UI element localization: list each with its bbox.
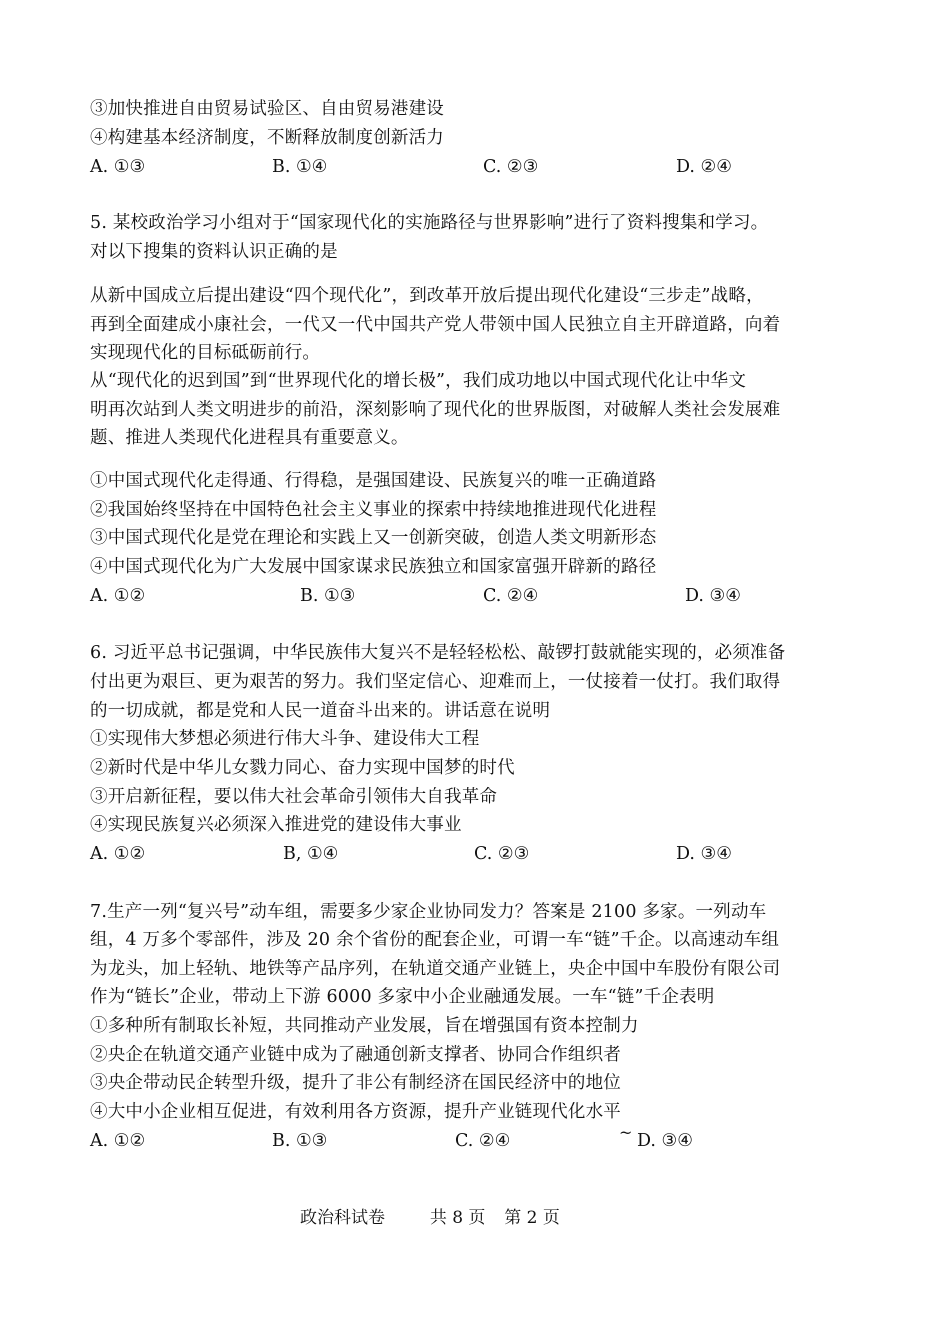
q7-stem-line-1: 7.生产一列“复兴号”动车组，需要多少家企业协同发力？答案是 2100 多家。一列动车 [90, 902, 767, 922]
q5-material-2-line-3: 题、推进人类现代化进程具有重要意义。 [90, 428, 409, 448]
q4-statement-3: ③加快推进自由贸易试验区、自由贸易港建设 [90, 99, 444, 119]
footer-total-pages: 共 8 页 [429, 1208, 486, 1228]
q5-material-2-line-2: 明再次站到人类文明进步的前沿，深刻影响了现代化的世界版图，对破解人类社会发展难 [90, 400, 781, 420]
q7-statement-4: ④大中小企业相互促进，有效利用各方资源，提升产业链现代化水平 [90, 1102, 621, 1122]
q7-stem-line-4: 作为“链长”企业，带动上下游 6000 多家中小企业融通发展。一车“链”千企表明 [90, 987, 715, 1007]
q6-option-b: B, ①④ [283, 844, 339, 864]
footer-page-number: 第 2 页 [504, 1208, 560, 1228]
q4-statement-4: ④构建基本经济制度，不断释放制度创新活力 [90, 128, 444, 148]
q5-material-1-line-2: 再到全面建成小康社会，一代又一代中国共产党人带领中国人民独立自主开辟道路，向着 [90, 315, 781, 335]
q7-stem-line-2: 组，4 万多个零部件，涉及 20 余个省份的配套企业，可谓一车“链”千企。以高速动车组 [90, 930, 780, 950]
q7-option-b: B. ①③ [272, 1131, 328, 1151]
q6-statement-1: ①实现伟大梦想必须进行伟大斗争、建设伟大工程 [90, 729, 480, 749]
q7-option-c: C. ②④ [455, 1131, 511, 1151]
q6-stem-line-1: 6. 习近平总书记强调，中华民族伟大复兴不是轻轻松松、敲锣打鼓就能实现的，必须准备 [90, 643, 786, 663]
q7-statement-3: ③央企带动民企转型升级，提升了非公有制经济在国民经济中的地位 [90, 1073, 621, 1093]
q5-statement-3: ③中国式现代化是党在理论和实践上又一创新突破，创造人类文明新形态 [90, 528, 657, 548]
q4-option-d: D. ②④ [676, 157, 732, 177]
q5-material-1-line-1: 从新中国成立后提出建设“四个现代化”，到改革开放后提出现代化建设“三步走”战略， [90, 286, 764, 306]
q6-stem-line-3: 的一切成就，都是党和人民一道奋斗出来的。讲话意在说明 [90, 701, 551, 721]
q7-stem-line-3: 为龙头，加上轻轨、地铁等产品序列，在轨道交通产业链上，央企中国中车股份有限公司 [90, 959, 781, 979]
q6-stem-line-2: 付出更为艰巨、更为艰苦的努力。我们坚定信心、迎难而上，一仗接着一仗打。我们取得 [90, 672, 781, 692]
q5-option-d: D. ③④ [685, 586, 741, 606]
q5-option-a: A. ①② [90, 586, 146, 606]
q6-statement-4: ④实现民族复兴必须深入推进党的建设伟大事业 [90, 815, 462, 835]
q6-option-a: A. ①② [90, 844, 146, 864]
q6-statement-3: ③开启新征程，要以伟大社会革命引领伟大自我革命 [90, 787, 498, 807]
q4-option-c: C. ②③ [483, 157, 539, 177]
q7-option-d: D. ③④ [637, 1131, 693, 1151]
q5-stem-line-2: 对以下搜集的资料认识正确的是 [90, 242, 338, 262]
page-footer [300, 1207, 560, 1229]
q4-option-b: B. ①④ [272, 157, 328, 177]
q7-stray-mark: ~ [619, 1123, 633, 1142]
q7-statement-2: ②央企在轨道交通产业链中成为了融通创新支撑者、协同合作组织者 [90, 1045, 621, 1065]
q6-statement-2: ②新时代是中华儿女戮力同心、奋力实现中国梦的时代 [90, 758, 515, 778]
q5-option-b: B. ①③ [300, 586, 356, 606]
q6-option-d: D. ③④ [676, 844, 732, 864]
q5-material-1-line-3: 实现现代化的目标砥砺前行。 [90, 343, 321, 363]
q5-statement-2: ②我国始终坚持在中国特色社会主义事业的探索中持续地推进现代化进程 [90, 500, 657, 520]
q5-stem-line-1: 5. 某校政治学习小组对于“国家现代化的实施路径与世界影响”进行了资料搜集和学习。 [90, 213, 769, 233]
footer-subject: 政治科试卷 [300, 1208, 385, 1228]
q6-option-c: C. ②③ [474, 844, 530, 864]
q7-statement-1: ①多种所有制取长补短，共同推动产业发展，旨在增强国有资本控制力 [90, 1016, 639, 1036]
q4-option-a: A. ①③ [90, 157, 146, 177]
q7-option-a: A. ①② [90, 1131, 146, 1151]
q5-material-2-line-1: 从“现代化的迟到国”到“世界现代化的增长极”，我们成功地以中国式现代化让中华文 [90, 371, 747, 391]
q5-statement-1: ①中国式现代化走得通、行得稳，是强国建设、民族复兴的唯一正确道路 [90, 471, 657, 491]
q5-statement-4: ④中国式现代化为广大发展中国家谋求民族独立和国家富强开辟新的路径 [90, 557, 657, 577]
q5-option-c: C. ②④ [483, 586, 539, 606]
